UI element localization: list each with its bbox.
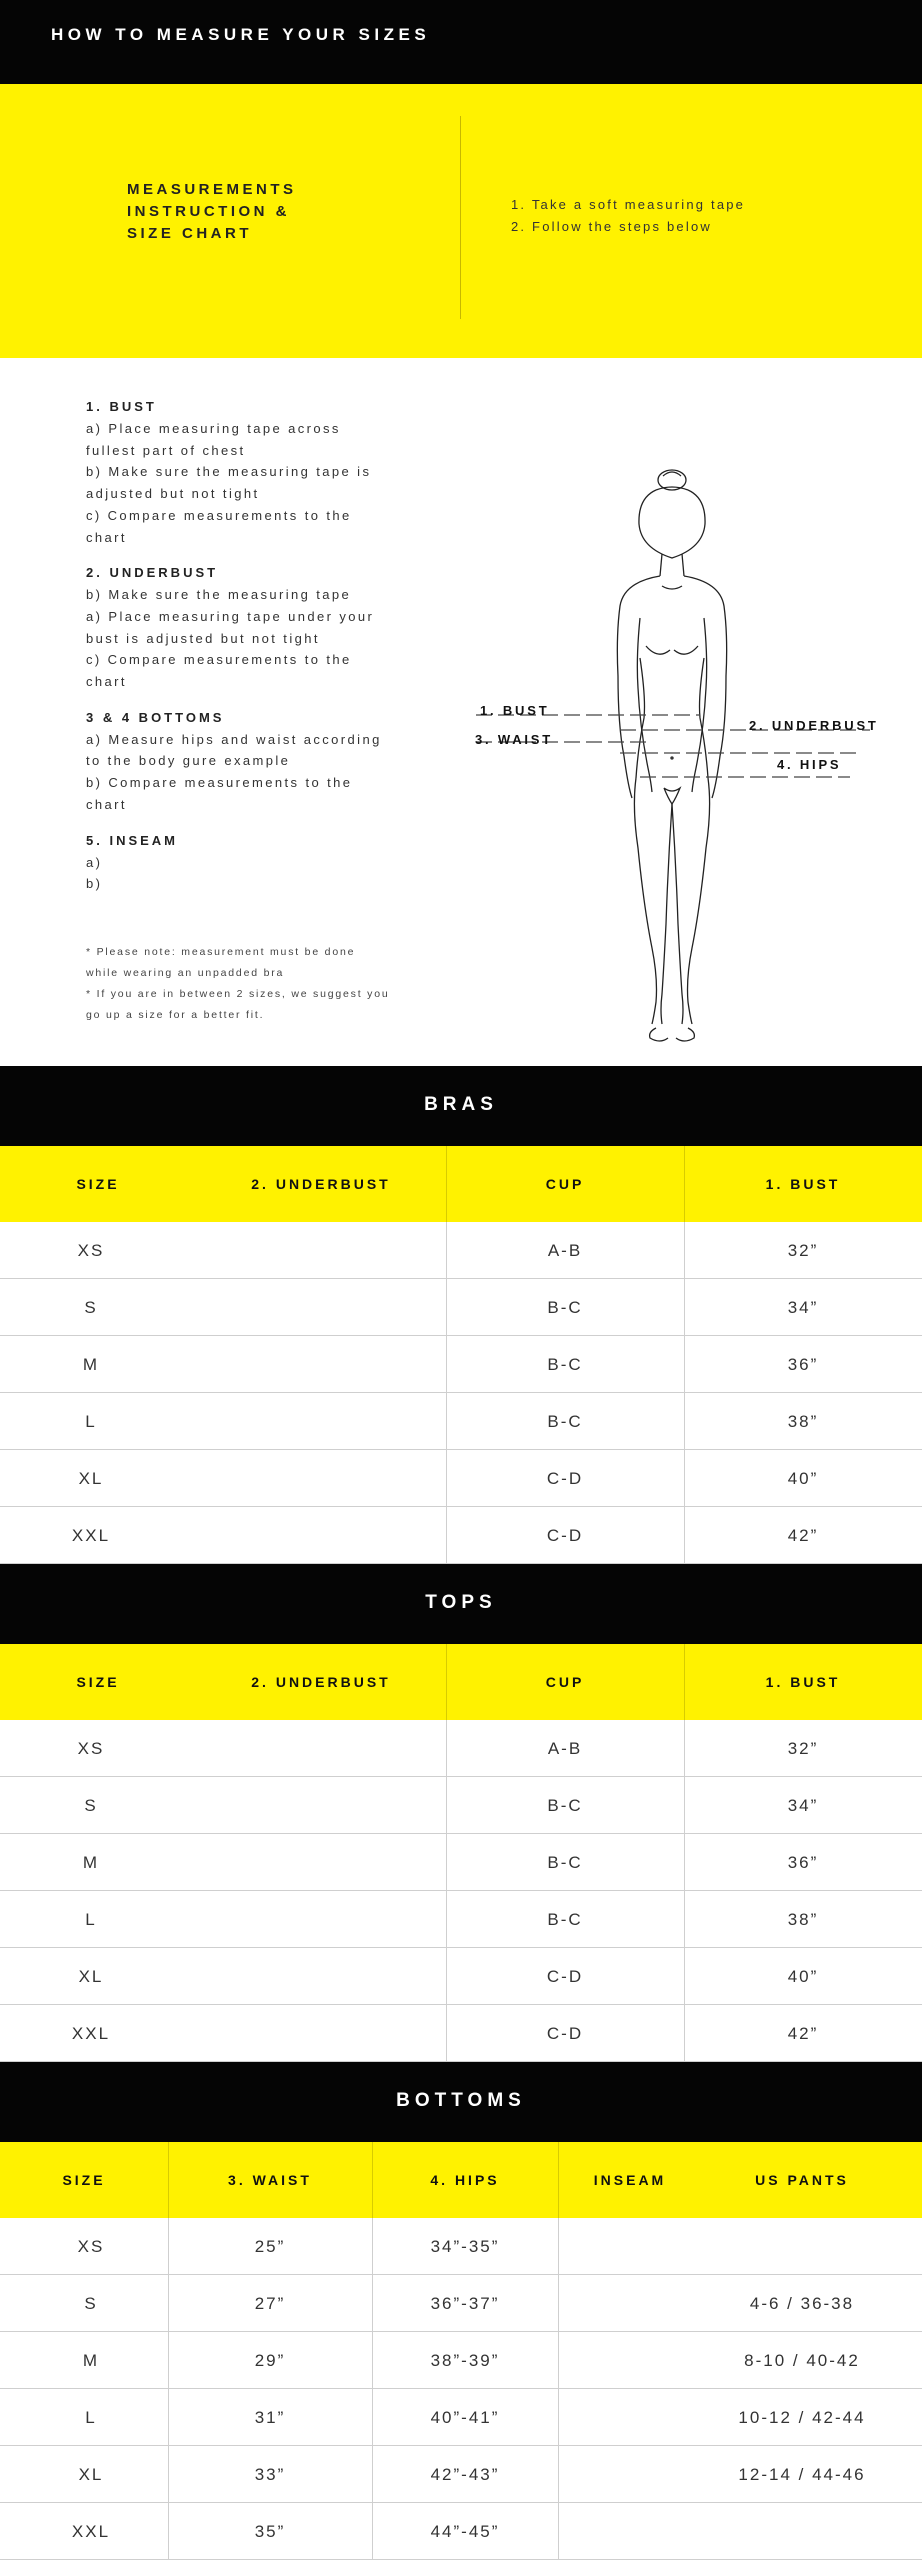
table-row (0, 2503, 922, 2560)
bras-table-body (0, 1222, 922, 1564)
table-cell (182, 1279, 446, 1336)
table-cell: XS (77, 2236, 105, 2256)
table-row (0, 1891, 922, 1948)
table-row (0, 1336, 922, 1393)
table-cell: L (85, 1411, 97, 1431)
table-cell (702, 2503, 902, 2560)
tops-table-title: TOPS (425, 1592, 497, 1613)
column-header-bust: 1. BUST (765, 1674, 841, 1690)
table-cell: B-C (547, 1297, 583, 1317)
column-header-cup: CUP (545, 1176, 585, 1192)
table-cell: 31” (254, 2407, 286, 2427)
tops-table-header (0, 1644, 922, 1720)
table-cell: 34” (787, 1297, 819, 1317)
table-cell: 36” (787, 1852, 819, 1872)
table-cell: XXL (71, 1525, 111, 1545)
table-cell: XS (77, 1240, 105, 1260)
bottoms-title-band (0, 2062, 922, 2142)
section-title-bottoms: 3 & 4 BOTTOMS (86, 709, 225, 725)
column-header-inseam: INSEAM (593, 2172, 667, 2188)
instruction-line: a) (86, 854, 103, 870)
table-row (0, 2005, 922, 2062)
intro-heading (127, 179, 297, 245)
instruction-line: b) Make sure the measuring tape (86, 587, 352, 603)
table-row (0, 1393, 922, 1450)
column-header-size: SIZE (62, 2172, 106, 2188)
table-cell (182, 1222, 446, 1279)
bottoms-table-header (0, 2142, 922, 2218)
instruction-line: b) (86, 876, 103, 892)
intro-steps (511, 194, 745, 238)
instruction-line: chart (86, 796, 127, 812)
instruction-line: bust is adjusted but not tight (86, 630, 320, 646)
tops-table-body (0, 1720, 922, 2062)
table-cell (558, 2218, 702, 2275)
table-cell (702, 2218, 902, 2275)
intro-step: 1. Take a soft measuring tape (511, 197, 746, 212)
page-title: HOW TO MEASURE YOUR SIZES (51, 25, 431, 44)
table-cell: 34” (787, 1795, 819, 1815)
table-cell (558, 2503, 702, 2560)
table-cell: C-D (546, 2023, 584, 2043)
table-cell: B-C (547, 1852, 583, 1872)
instruction-line: a) Place measuring tape under your (86, 608, 375, 624)
instruction-line: b) Make sure the measuring tape is (86, 464, 372, 480)
table-row (0, 1834, 922, 1891)
table-cell: 36” (787, 1354, 819, 1374)
table-cell: S (84, 1795, 98, 1815)
table-cell: XXL (71, 2023, 111, 2043)
table-cell: B-C (547, 1411, 583, 1431)
table-row (0, 1222, 922, 1279)
bottoms-table-body (0, 2218, 922, 2560)
table-cell: 8-10 / 40-42 (744, 2350, 860, 2370)
bras-table-title: BRAS (424, 1094, 498, 1115)
table-cell: A-B (547, 1738, 583, 1758)
table-cell: M (82, 2350, 100, 2370)
table-row (0, 2275, 922, 2332)
column-header-bust: 1. BUST (765, 1176, 841, 1192)
table-cell: M (82, 1852, 100, 1872)
instruction-line: fullest part of chest (86, 442, 246, 458)
table-cell: 25” (254, 2236, 286, 2256)
table-cell: 32” (787, 1240, 819, 1260)
bottoms-table-title: BOTTOMS (396, 2090, 526, 2111)
table-cell: 4-6 / 36-38 (749, 2293, 855, 2313)
note-line: while wearing an unpadded bra (86, 967, 285, 979)
table-cell: A-B (547, 1240, 583, 1260)
figure-label-underbust: 2. UNDERBUST (749, 718, 879, 733)
table-cell: L (85, 2407, 97, 2427)
table-cell: 29” (254, 2350, 286, 2370)
table-cell (558, 2275, 702, 2332)
column-header-waist: 3. WAIST (228, 2172, 312, 2188)
table-cell (558, 2446, 702, 2503)
table-cell (182, 2005, 446, 2062)
table-cell (558, 2332, 702, 2389)
table-cell: 10-12 / 42-44 (738, 2407, 866, 2427)
measurement-instructions (0, 358, 922, 1066)
column-header-us-pants: US PANTS (755, 2172, 849, 2188)
table-row (0, 1720, 922, 1777)
table-cell: B-C (547, 1795, 583, 1815)
column-header-size: SIZE (76, 1176, 120, 1192)
table-cell (182, 1834, 446, 1891)
table-cell: 38”-39” (430, 2350, 500, 2370)
table-cell: S (84, 1297, 98, 1317)
section-title-inseam: 5. INSEAM (86, 832, 179, 848)
table-cell: XXL (71, 2521, 111, 2541)
table-cell: C-D (546, 1468, 584, 1488)
table-cell: 40” (787, 1468, 819, 1488)
table-row (0, 2446, 922, 2503)
table-cell (182, 1948, 446, 2005)
table-cell: M (82, 1354, 100, 1374)
table-cell: 12-14 / 44-46 (738, 2464, 866, 2484)
table-row (0, 2218, 922, 2275)
table-row (0, 2389, 922, 2446)
table-cell: 42”-43” (430, 2464, 500, 2484)
instruction-line: adjusted but not tight (86, 486, 260, 502)
column-header-cup: CUP (545, 1674, 585, 1690)
column-header-underbust: 2. UNDERBUST (251, 1674, 391, 1690)
table-cell: 33” (254, 2464, 286, 2484)
table-row (0, 2332, 922, 2389)
table-cell: L (85, 1909, 97, 1929)
intro-heading-line: SIZE CHART (127, 225, 252, 242)
instruction-line: a) Measure hips and waist according (86, 731, 382, 747)
table-cell: XL (78, 2464, 104, 2484)
figure-label-bust: 1. BUST (480, 703, 550, 718)
table-cell: 42” (787, 2023, 819, 2043)
table-cell: 40” (787, 1966, 819, 1986)
table-row (0, 1507, 922, 1564)
instruction-line: b) Compare measurements to the (86, 775, 353, 791)
table-cell: 35” (254, 2521, 286, 2541)
table-cell (558, 2389, 702, 2446)
table-row (0, 1948, 922, 2005)
instruction-line: c) Compare measurements to the (86, 652, 352, 668)
note-line: * Please note: measurement must be done (86, 946, 356, 958)
note-line: * If you are in between 2 sizes, we suggest you (86, 988, 390, 1000)
table-cell (182, 1393, 446, 1450)
section-title-bust: 1. BUST (86, 399, 157, 414)
figure-label-hips: 4. HIPS (777, 757, 842, 772)
instruction-line: a) Place measuring tape across (86, 421, 341, 436)
table-cell (182, 1891, 446, 1948)
instruction-line: chart (86, 529, 127, 545)
table-cell: B-C (547, 1354, 583, 1374)
instruction-list (86, 396, 436, 895)
intro-panel (0, 84, 922, 358)
intro-heading-line: MEASUREMENTS (127, 181, 297, 198)
instruction-line: to the body gure example (86, 753, 291, 769)
table-cell (182, 1336, 446, 1393)
table-row (0, 1450, 922, 1507)
table-cell: 38” (787, 1411, 819, 1431)
instruction-line: c) Compare measurements to the (86, 507, 352, 523)
table-cell (182, 1777, 446, 1834)
table-cell: 36”-37” (430, 2293, 500, 2313)
bras-table-header (0, 1146, 922, 1222)
table-cell: 34”-35” (430, 2236, 500, 2256)
intro-step: 2. Follow the steps below (511, 219, 712, 234)
table-cell: 44”-45” (430, 2521, 500, 2541)
table-cell (182, 1507, 446, 1564)
table-cell: 38” (787, 1909, 819, 1929)
note-line: go up a size for a better fit. (86, 1009, 265, 1021)
table-row (0, 1777, 922, 1834)
table-row (0, 1279, 922, 1336)
notes (86, 942, 426, 1026)
table-cell: C-D (546, 1966, 584, 1986)
table-cell: S (84, 2293, 98, 2313)
column-header-hips: 4. HIPS (430, 2172, 500, 2188)
page-header (0, 0, 922, 84)
instruction-line: chart (86, 674, 127, 690)
table-cell: XL (78, 1966, 104, 1986)
section-title-underbust: 2. UNDERBUST (86, 565, 219, 581)
tops-title-band (0, 1564, 922, 1644)
figure-label-waist: 3. WAIST (475, 732, 554, 747)
column-header-size: SIZE (76, 1674, 120, 1690)
table-cell: C-D (546, 1525, 584, 1545)
table-cell: 27” (254, 2293, 286, 2313)
table-cell: B-C (547, 1909, 583, 1929)
table-cell: XL (78, 1468, 104, 1488)
table-cell (182, 1450, 446, 1507)
table-cell: 40”-41” (430, 2407, 500, 2427)
intro-divider (460, 116, 461, 319)
table-cell: 42” (787, 1525, 819, 1545)
intro-heading-line: INSTRUCTION & (127, 203, 290, 220)
bras-title-band (0, 1066, 922, 1146)
table-cell: XS (77, 1738, 105, 1758)
table-cell: 32” (787, 1738, 819, 1758)
column-header-underbust: 2. UNDERBUST (251, 1176, 391, 1192)
table-cell (182, 1720, 446, 1777)
